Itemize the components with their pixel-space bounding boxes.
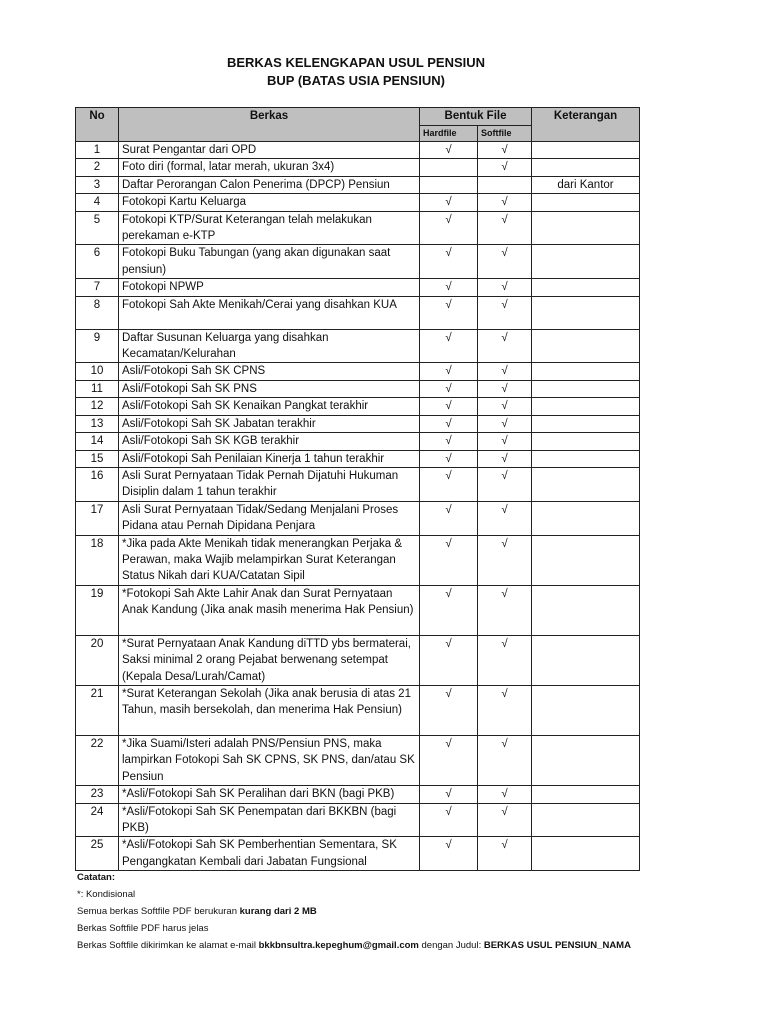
row-berkas: *Asli/Fotokopi Sah SK Peralihan dari BKN (bagi PKB)	[119, 786, 420, 803]
row-softfile-check: √	[478, 211, 532, 245]
row-keterangan	[532, 803, 640, 837]
row-number: 16	[76, 467, 119, 501]
table-row	[76, 415, 640, 432]
title-line-2: BUP (BATAS USIA PENSIUN)	[267, 73, 445, 88]
table-row	[76, 803, 640, 837]
row-softfile-check: √	[478, 501, 532, 535]
row-keterangan	[532, 837, 640, 871]
row-number: 11	[76, 380, 119, 397]
row-softfile-check: √	[478, 363, 532, 380]
row-berkas: Fotokopi Kartu Keluarga	[119, 194, 420, 211]
header-no: No	[76, 108, 119, 142]
row-berkas: Daftar Susunan Keluarga yang disahkan Kecamatan/Kelurahan	[119, 329, 420, 363]
row-number: 23	[76, 786, 119, 803]
note-line-3: Berkas Softfile PDF harus jelas	[77, 923, 209, 934]
table-row	[76, 211, 640, 245]
row-hardfile-check: √	[420, 415, 478, 432]
row-number: 14	[76, 433, 119, 450]
row-softfile-check: √	[478, 585, 532, 635]
note-line-4	[77, 937, 647, 954]
row-berkas: Asli/Fotokopi Sah Penilaian Kinerja 1 tahun terakhir	[119, 450, 420, 467]
row-hardfile-check: √	[420, 363, 478, 380]
notes-section	[77, 869, 647, 954]
table-row	[76, 450, 640, 467]
table-row	[76, 837, 640, 871]
row-hardfile-check: √	[420, 194, 478, 211]
row-keterangan	[532, 329, 640, 363]
table-row	[76, 363, 640, 380]
table-row	[76, 735, 640, 785]
note-line-2	[77, 903, 647, 920]
note-email-address[interactable]: bkkbnsultra.kepeghum@gmail.com	[258, 940, 419, 951]
row-keterangan	[532, 467, 640, 501]
table-row	[76, 786, 640, 803]
table-row	[76, 467, 640, 501]
row-hardfile-check: √	[420, 735, 478, 785]
row-softfile-check: √	[478, 735, 532, 785]
row-keterangan	[532, 296, 640, 329]
row-softfile-check: √	[478, 685, 532, 735]
table-row	[76, 159, 640, 176]
row-softfile-check: √	[478, 635, 532, 685]
header-keterangan: Keterangan	[532, 108, 640, 142]
row-berkas: Fotokopi Buku Tabungan (yang akan digunakan saat pensiun)	[119, 245, 420, 279]
row-keterangan	[532, 245, 640, 279]
row-number: 18	[76, 535, 119, 585]
row-number: 22	[76, 735, 119, 785]
table-row	[76, 635, 640, 685]
row-keterangan	[532, 398, 640, 415]
row-hardfile-check: √	[420, 245, 478, 279]
table-row	[76, 194, 640, 211]
row-hardfile-check	[420, 159, 478, 176]
row-keterangan	[532, 142, 640, 159]
row-berkas: *Jika pada Akte Menikah tidak menerangkan Perjaka & Perawan, maka Wajib melampirkan Surat Keterangan Status Nikah dari KUA/Catatan Sipil	[119, 535, 420, 585]
row-berkas: Asli/Fotokopi Sah SK KGB terakhir	[119, 433, 420, 450]
row-softfile-check: √	[478, 467, 532, 501]
row-keterangan	[532, 685, 640, 735]
row-berkas: *Asli/Fotokopi Sah SK Pemberhentian Sementara, SK Pengangkatan Kembali dari Jabatan Fungsional	[119, 837, 420, 871]
row-berkas: Asli/Fotokopi Sah SK PNS	[119, 380, 420, 397]
row-berkas: Foto diri (formal, latar merah, ukuran 3x4)	[119, 159, 420, 176]
row-number: 10	[76, 363, 119, 380]
note-email-subject: BERKAS USUL PENSIUN_NAMA	[483, 940, 631, 951]
note-line-1: *: Kondisional	[77, 889, 136, 900]
row-hardfile-check: √	[420, 837, 478, 871]
row-berkas: Surat Pengantar dari OPD	[119, 142, 420, 159]
table-row	[76, 501, 640, 535]
header-hardfile: Hardfile	[420, 126, 478, 142]
row-hardfile-check: √	[420, 142, 478, 159]
row-number: 17	[76, 501, 119, 535]
note-line-4-text: Berkas Softfile dikirimkan ke alamat e-mail	[77, 940, 259, 951]
row-hardfile-check: √	[420, 329, 478, 363]
row-berkas: *Surat Pernyataan Anak Kandung diTTD ybs bermaterai, Saksi minimal 2 orang Pejabat berwenang setempat (Kepala Desa/Lurah/Camat)	[119, 635, 420, 685]
row-hardfile-check: √	[420, 433, 478, 450]
row-softfile-check: √	[478, 380, 532, 397]
row-softfile-check: √	[478, 142, 532, 159]
row-keterangan	[532, 635, 640, 685]
row-softfile-check: √	[478, 535, 532, 585]
row-number: 9	[76, 329, 119, 363]
row-keterangan	[532, 735, 640, 785]
table-body	[76, 142, 640, 871]
row-softfile-check: √	[478, 803, 532, 837]
row-number: 4	[76, 194, 119, 211]
row-number: 3	[76, 176, 119, 193]
document-title	[0, 54, 712, 90]
header-bentuk-file: Bentuk File	[420, 108, 532, 126]
row-keterangan	[532, 279, 640, 296]
row-hardfile-check: √	[420, 635, 478, 685]
row-hardfile-check: √	[420, 380, 478, 397]
row-berkas: Daftar Perorangan Calon Penerima (DPCP) Pensiun	[119, 176, 420, 193]
row-hardfile-check: √	[420, 535, 478, 585]
row-number: 21	[76, 685, 119, 735]
berkas-table	[75, 107, 640, 871]
row-number: 13	[76, 415, 119, 432]
row-softfile-check: √	[478, 245, 532, 279]
row-softfile-check	[478, 176, 532, 193]
row-berkas: Fotokopi NPWP	[119, 279, 420, 296]
row-keterangan	[532, 211, 640, 245]
row-softfile-check: √	[478, 837, 532, 871]
row-keterangan	[532, 159, 640, 176]
row-softfile-check: √	[478, 329, 532, 363]
row-berkas: Asli/Fotokopi Sah SK CPNS	[119, 363, 420, 380]
row-number: 15	[76, 450, 119, 467]
row-number: 24	[76, 803, 119, 837]
row-hardfile-check	[420, 176, 478, 193]
table-row	[76, 279, 640, 296]
header-berkas: Berkas	[119, 108, 420, 142]
row-berkas: Asli Surat Pernyataan Tidak Pernah Dijatuhi Hukuman Disiplin dalam 1 tahun terakhir	[119, 467, 420, 501]
row-hardfile-check: √	[420, 685, 478, 735]
row-keterangan	[532, 501, 640, 535]
row-softfile-check: √	[478, 398, 532, 415]
row-number: 12	[76, 398, 119, 415]
row-keterangan	[532, 380, 640, 397]
row-hardfile-check: √	[420, 803, 478, 837]
row-softfile-check: √	[478, 279, 532, 296]
table-row	[76, 329, 640, 363]
table-row	[76, 398, 640, 415]
row-number: 25	[76, 837, 119, 871]
table-row	[76, 380, 640, 397]
table-row	[76, 176, 640, 193]
row-hardfile-check: √	[420, 786, 478, 803]
row-keterangan	[532, 363, 640, 380]
header-softfile: Softfile	[478, 126, 532, 142]
table-row	[76, 433, 640, 450]
row-berkas: Asli Surat Pernyataan Tidak/Sedang Menjalani Proses Pidana atau Pernah Dipidana Penjara	[119, 501, 420, 535]
row-keterangan	[532, 535, 640, 585]
row-number: 2	[76, 159, 119, 176]
row-number: 19	[76, 585, 119, 635]
table-row	[76, 585, 640, 635]
row-hardfile-check: √	[420, 450, 478, 467]
row-berkas: Asli/Fotokopi Sah SK Jabatan terakhir	[119, 415, 420, 432]
title-line-1: BERKAS KELENGKAPAN USUL PENSIUN	[226, 55, 486, 70]
row-berkas: Fotokopi KTP/Surat Keterangan telah melakukan perekaman e-KTP	[119, 211, 420, 245]
row-berkas: *Fotokopi Sah Akte Lahir Anak dan Surat Pernyataan Anak Kandung (Jika anak masih menerima Hak Pensiun)	[119, 585, 420, 635]
row-softfile-check: √	[478, 415, 532, 432]
row-number: 7	[76, 279, 119, 296]
row-softfile-check: √	[478, 159, 532, 176]
row-berkas: *Jika Suami/Isteri adalah PNS/Pensiun PNS, maka lampirkan Fotokopi Sah SK CPNS, SK PNS, dan/atau SK Pensiun	[119, 735, 420, 785]
row-hardfile-check: √	[420, 501, 478, 535]
table-row	[76, 245, 640, 279]
row-softfile-check: √	[478, 296, 532, 329]
row-hardfile-check: √	[420, 398, 478, 415]
table-row	[76, 296, 640, 329]
row-number: 6	[76, 245, 119, 279]
table-row	[76, 142, 640, 159]
row-keterangan	[532, 433, 640, 450]
row-number: 8	[76, 296, 119, 329]
note-line-2-text: Semua berkas Softfile PDF berukuran	[77, 906, 240, 917]
row-softfile-check: √	[478, 450, 532, 467]
row-softfile-check: √	[478, 433, 532, 450]
row-keterangan	[532, 786, 640, 803]
notes-heading: Catatan:	[77, 872, 116, 883]
row-keterangan	[532, 415, 640, 432]
note-line-4-subject-label: dengan Judul:	[418, 940, 484, 951]
row-hardfile-check: √	[420, 211, 478, 245]
row-keterangan	[532, 194, 640, 211]
row-keterangan	[532, 450, 640, 467]
row-hardfile-check: √	[420, 467, 478, 501]
row-number: 1	[76, 142, 119, 159]
row-softfile-check: √	[478, 786, 532, 803]
row-keterangan	[532, 585, 640, 635]
table-row	[76, 685, 640, 735]
note-size-limit: kurang dari 2 MB	[239, 906, 317, 917]
row-number: 5	[76, 211, 119, 245]
row-berkas: *Asli/Fotokopi Sah SK Penempatan dari BKKBN (bagi PKB)	[119, 803, 420, 837]
row-hardfile-check: √	[420, 585, 478, 635]
row-hardfile-check: √	[420, 279, 478, 296]
row-berkas: Asli/Fotokopi Sah SK Kenaikan Pangkat terakhir	[119, 398, 420, 415]
row-softfile-check: √	[478, 194, 532, 211]
table-row	[76, 535, 640, 585]
row-hardfile-check: √	[420, 296, 478, 329]
row-berkas: Fotokopi Sah Akte Menikah/Cerai yang disahkan KUA	[119, 296, 420, 329]
row-berkas: *Surat Keterangan Sekolah (Jika anak berusia di atas 21 Tahun, masih bersekolah, dan menerima Hak Pensiun)	[119, 685, 420, 735]
row-number: 20	[76, 635, 119, 685]
row-keterangan: dari Kantor	[532, 176, 640, 193]
